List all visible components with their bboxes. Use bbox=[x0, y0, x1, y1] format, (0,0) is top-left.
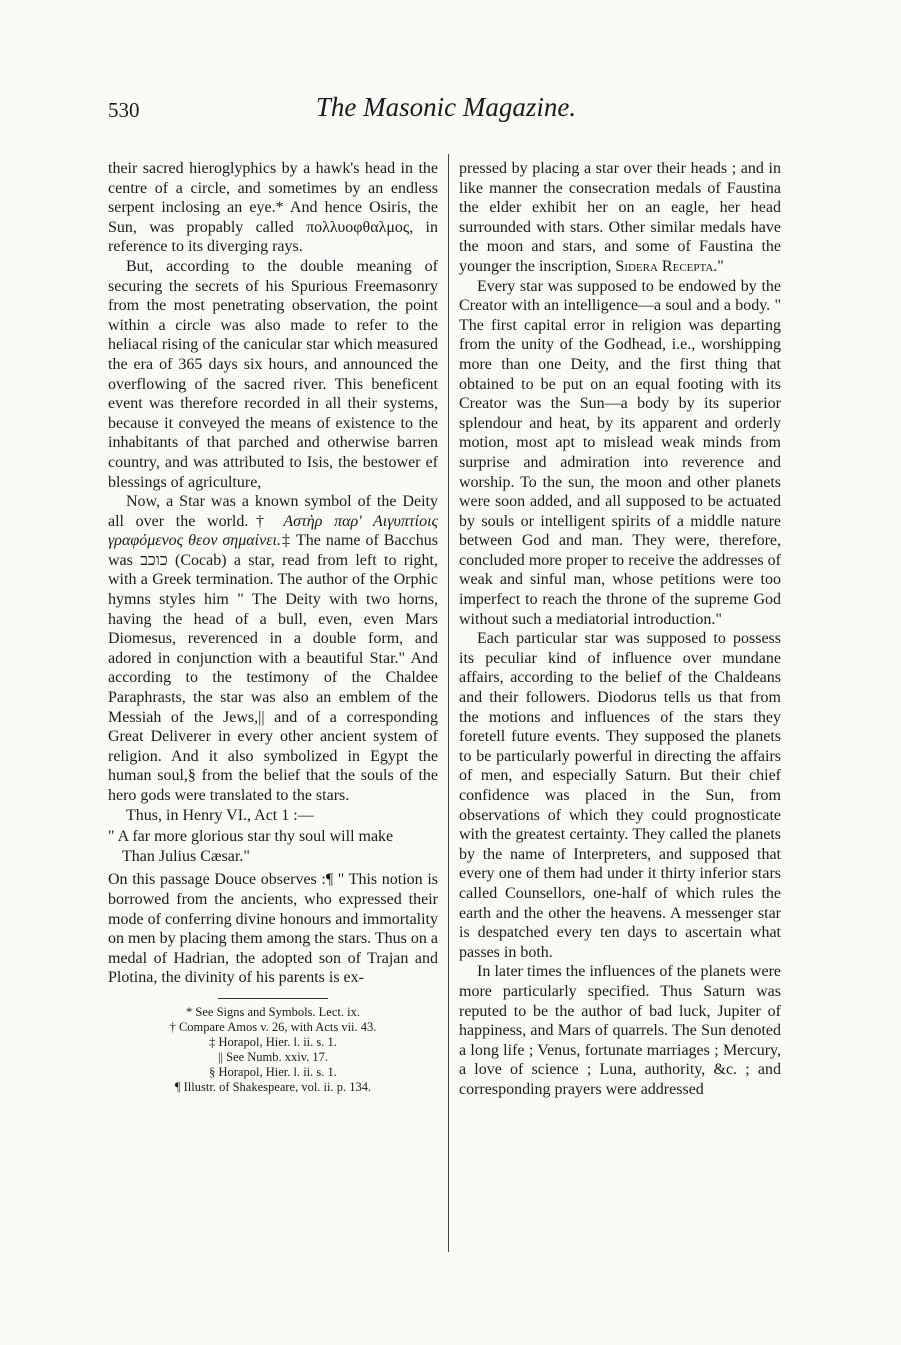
footnotes bbox=[108, 1005, 438, 1095]
right-paragraph-1 bbox=[459, 159, 781, 277]
footnote: * See Signs and Symbols. Lect. ix. bbox=[186, 1004, 360, 1019]
left-paragraph-4: Thus, in Henry VI., Act 1 :— bbox=[126, 806, 314, 824]
quote-line-1: " A far more glorious star thy soul will make bbox=[108, 828, 394, 846]
sidera-recepta-inscription: Sidera Recepta bbox=[615, 257, 714, 275]
footnote: † Compare Amos v. 26, with Acts vii. 43. bbox=[169, 1019, 377, 1034]
right-paragraph-4: In later times the influences of the planets were more particularly specified. Thus Saturn was reputed to be the author of bad luck, Jupiter of happiness, and Mars of quarrels. The Sun denoted a long life ; Venus, fortunate marriages ; Mercury, a love of science ; Luna, authority, &c. ; and corresponding prayers were addressed bbox=[459, 963, 781, 1098]
footnote: ‡ Horapol, Hier. l. ii. s. 1. bbox=[209, 1034, 337, 1049]
footnote-divider bbox=[218, 998, 328, 999]
left-paragraph-3-start: Now, a Star was a known symbol of the Deity all over the world.† bbox=[108, 493, 438, 530]
right-paragraph-3: Each particular star was supposed to possess its peculiar kind of influence over mundane affairs, according to the belief of the Chaldeans and their followers. Diodorus tells us that from the motions and influences of the stars they foretell future events. They supposed the planets to be particularly powerful in directing the affairs of men, and especially Saturn. But their chief confidence was placed in the Sun, from observations of which they could prognosticate with the greatest certainty. They called the planets by the name of Interpreters, and supposed that every one of them had under it thirty inferior stars called Counsellors, one-half of which rules the earth and the other the heavens. A messenger star is despatched every ten days to ascertain what passes in both. bbox=[459, 630, 781, 961]
greek-quotation: Αστὴρ παρ' Αιγυπτίοις γραφόμενος θεον σημαίνει. bbox=[108, 512, 438, 550]
right-column bbox=[459, 159, 781, 1100]
left-paragraph-2: But, according to the double meaning of securing the secrets of his Spurious Freemasonry from the most penetrating observation, the point within a circle was also made to refer to the heliacal rising of the canicular star which measured the era of 365 days six hours, and announced the overflowing of the sacred river. This beneficent event was therefore recorded in all their systems, because it conveyed the means of existence to the inhabitants of that parched and otherwise barren country, and was attributed to Isis, the bestower ef blessings of agriculture, bbox=[108, 257, 438, 491]
right-paragraph-1-end: ." bbox=[713, 257, 724, 275]
column-rule bbox=[448, 154, 449, 1252]
left-column bbox=[108, 159, 438, 1095]
shakespeare-quote bbox=[108, 827, 438, 866]
footnote: || See Numb. xxiv. 17. bbox=[217, 1049, 329, 1064]
page-number: 530 bbox=[108, 98, 140, 122]
left-paragraph-3 bbox=[108, 492, 438, 806]
footnote: ¶ Illustr. of Shakespeare, vol. ii. p. 134. bbox=[174, 1079, 372, 1094]
journal-title: The Masonic Magazine. bbox=[315, 92, 577, 122]
right-paragraph-1-start: pressed by placing a star over their heads ; and in like manner the consecration medals of Faustina the elder exhibit her on an eagle, her head surrounded with stars. Other similar medals have the moon and stars, and some of Faustina the younger the inscription, bbox=[459, 160, 781, 275]
left-paragraph-3-rest: ‡ The name of Bacchus was כוכב (Cocab) a star, read from left to right, with a Greek termination. The author of the Orphic hymns styles him " The Deity with two horns, having the head of a bull, even, even Mars Diomesus, reverenced in a double form, and adored in conjunction with a beautiful Star." And according to the testimony of the Chaldee Paraphrasts, the star was also an emblem of the Messiah of the Jews,|| and of a corresponding Great Deliverer in every other ancient system of religion. And it also symbolized in Egypt the human soul,§ from the belief that the souls of the hero gods were translated to the stars. bbox=[108, 532, 439, 804]
right-paragraph-2: Every star was supposed to be endowed by the Creator with an intelligence—a soul and a body. " The first capital error in religion was departing from the unity of the Godhead, i.e., worshipping more than one Deity, and the first thing that obtained to be put on an equal footing with its Creator was the Sun—a body by its superior splendour and heat, by its apparent and orderly motion, most apt to mislead weak minds from surprise and admiration into reverence and worship. To the sun, the moon and other planets were soon added, and all supposed to be actuated by souls or intelligent spirits of a middle nature between God and man. They were, therefore, concluded more proper to receive the addresses of weak and sinful man, whose petitions were too imperfect to reach the throne of the supreme God without such a mediatorial introduction." bbox=[459, 277, 781, 628]
running-header bbox=[108, 92, 784, 132]
footnote: § Horapol, Hier. l. ii. s. 1. bbox=[209, 1064, 337, 1079]
quote-line-2: Than Julius Cæsar." bbox=[122, 847, 250, 865]
left-paragraph-5: On this passage Douce observes :¶ " This notion is borrowed from the ancients, who expressed their mode of conferring divine honours and immortality on men by placing them among the stars. Thus on a medal of Hadrian, the adopted son of Trajan and Plotina, the divinity of his parents is ex- bbox=[108, 871, 438, 987]
left-paragraph-1: their sacred hieroglyphics by a hawk's head in the centre of a circle, and sometimes by an endless serpent inclosing an eye.* And hence Osiris, the Sun, was propably called πολλυοφθαλμος, in reference to its diverging rays. bbox=[108, 160, 438, 256]
